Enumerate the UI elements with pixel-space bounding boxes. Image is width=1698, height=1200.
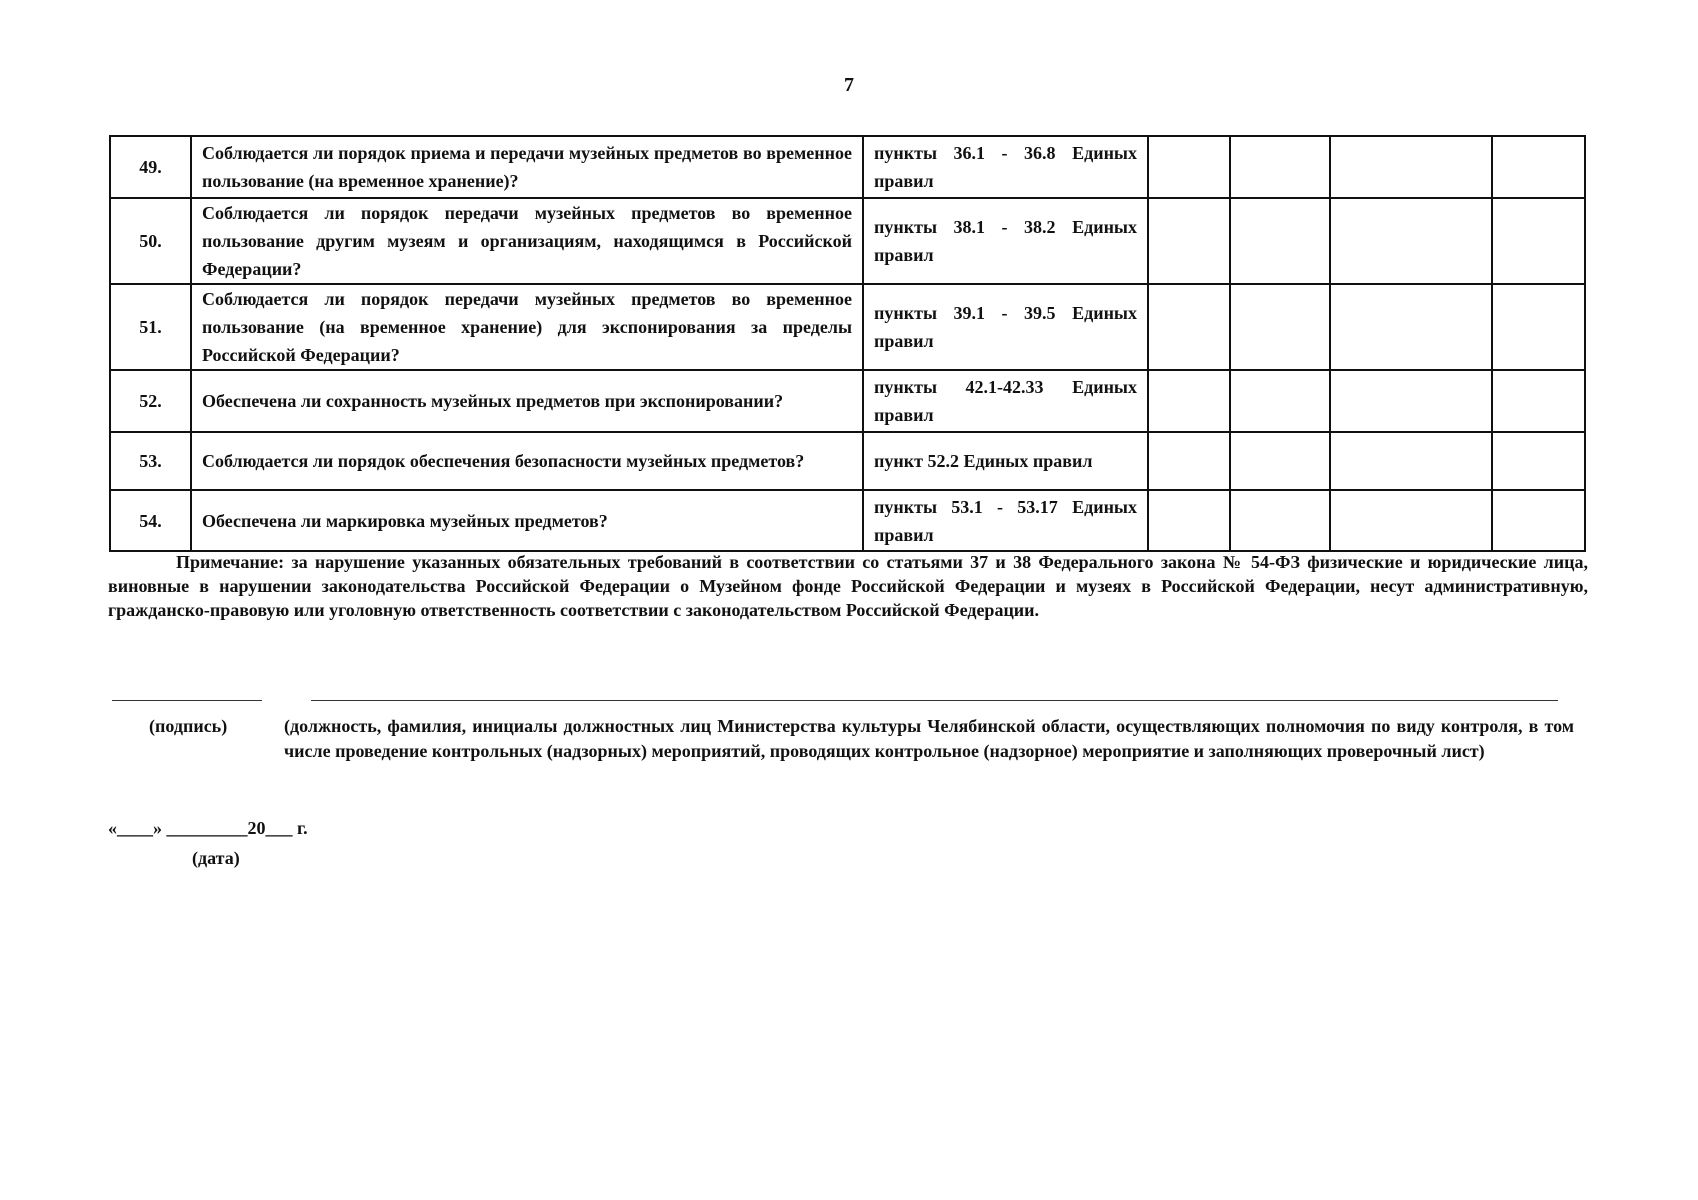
row-reference: пункты 39.1 - 39.5 Единых правил <box>863 284 1148 370</box>
answer-cell <box>1330 284 1492 370</box>
answer-cell <box>1148 490 1230 551</box>
answer-cell <box>1148 198 1230 284</box>
liability-note: Примечание: за нарушение указанных обязательных требований в соответствии со статьями 37 и 38 Федерального закона № 54-ФЗ физические и юридические лица, виновные в нарушении законодательства Российской Федерации о Музейном фонде Российской Федерации и музеях в Российской Федерации, несут административную, гражданско-правовую или уголовную ответственность соответствии с законодательством Российской Федерации. <box>108 552 1588 620</box>
row-reference: пункты 36.1 - 36.8 Единых правил <box>863 136 1148 198</box>
position-line <box>311 700 1558 701</box>
row-question: Соблюдается ли порядок передачи музейных предметов во временное пользование другим музеям и организациям, находящимся в Российской Федерации? <box>191 198 863 284</box>
answer-cell <box>1492 198 1585 284</box>
answer-cell <box>1148 136 1230 198</box>
row-number: 50. <box>110 198 191 284</box>
table-row <box>110 432 1585 490</box>
answer-cell <box>1148 432 1230 490</box>
date-caption: (дата) <box>192 848 240 868</box>
table-row <box>110 490 1585 551</box>
answer-cell <box>1330 136 1492 198</box>
row-reference: пункты 38.1 - 38.2 Единых правил <box>863 198 1148 284</box>
row-number: 54. <box>110 490 191 551</box>
answer-cell <box>1330 370 1492 432</box>
answer-cell <box>1492 284 1585 370</box>
answer-cell <box>1492 136 1585 198</box>
answer-cell <box>1230 136 1330 198</box>
row-question: Соблюдается ли порядок передачи музейных предметов во временное пользование (на временное хранение) для экспонирования за пределы Российской Федерации? <box>191 284 863 370</box>
row-reference: пункты 53.1 - 53.17 Единых правил <box>863 490 1148 551</box>
table-row <box>110 136 1585 198</box>
row-question: Обеспечена ли сохранность музейных предметов при экспонировании? <box>191 370 863 432</box>
table-row <box>110 284 1585 370</box>
row-number: 49. <box>110 136 191 198</box>
answer-cell <box>1330 490 1492 551</box>
signature-line <box>112 700 262 701</box>
answer-cell <box>1492 432 1585 490</box>
row-number: 52. <box>110 370 191 432</box>
answer-cell <box>1330 198 1492 284</box>
signature-caption: (подпись) <box>149 716 228 736</box>
row-question: Соблюдается ли порядок обеспечения безопасности музейных предметов? <box>191 432 863 490</box>
answer-cell <box>1230 284 1330 370</box>
row-number: 53. <box>110 432 191 490</box>
answer-cell <box>1148 284 1230 370</box>
answer-cell <box>1492 490 1585 551</box>
table-row <box>110 198 1585 284</box>
answer-cell <box>1492 370 1585 432</box>
row-number: 51. <box>110 284 191 370</box>
row-reference: пункт 52.2 Единых правил <box>863 432 1148 490</box>
checklist-table <box>109 135 1586 552</box>
answer-cell <box>1330 432 1492 490</box>
answer-cell <box>1230 490 1330 551</box>
answer-cell <box>1230 370 1330 432</box>
row-reference: пункты 42.1-42.33 Единых правил <box>863 370 1148 432</box>
position-caption: (должность, фамилия, инициалы должностных лиц Министерства культуры Челябинской области, осуществляющих полномочия по виду контроля, в том числе проведение контрольных (надзорных) мероприятий, проводящих контрольное (надзорное) мероприятие и заполняющих проверочный лист) <box>284 716 1574 761</box>
answer-cell <box>1148 370 1230 432</box>
page-number: 7 <box>844 74 854 96</box>
answer-cell <box>1230 432 1330 490</box>
date-field: «____» _________20___ г. <box>108 818 308 838</box>
table-row <box>110 370 1585 432</box>
answer-cell <box>1230 198 1330 284</box>
row-question: Обеспечена ли маркировка музейных предметов? <box>191 490 863 551</box>
row-question: Соблюдается ли порядок приема и передачи музейных предметов во временное пользование (на временное хранение)? <box>191 136 863 198</box>
